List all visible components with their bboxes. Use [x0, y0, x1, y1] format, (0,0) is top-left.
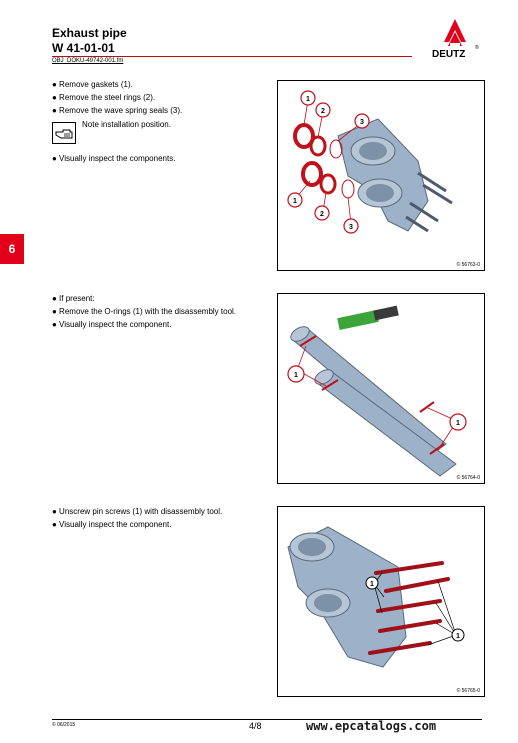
footer-date: © 06/2015 [52, 722, 76, 728]
callout-label: 1 [294, 372, 298, 379]
figure-gaskets [277, 80, 485, 271]
callout-label: 1 [456, 633, 460, 640]
section-tab[interactable]: 6 [0, 234, 24, 264]
list-item: ● Remove gaskets (1). [52, 80, 133, 89]
callout-label: 2 [320, 211, 324, 218]
document-code: W 41-01-01 [52, 41, 115, 55]
step1-after [52, 152, 175, 165]
step2-list [52, 292, 236, 331]
logo-registered: ® [475, 45, 479, 51]
note-text: Note installation position. [82, 120, 171, 129]
figure-code: © 56764-0 [456, 475, 480, 481]
figure-pin-screws [277, 506, 485, 697]
list-item: ● Remove the steel rings (2). [52, 93, 156, 102]
list-item: ● Visually inspect the component. [52, 520, 172, 529]
list-item: ● If present: [52, 294, 95, 303]
figure-orings [277, 293, 485, 484]
page-number: 4/8 [249, 721, 262, 731]
figure-code: © 56765-0 [456, 688, 480, 694]
callout-label: 3 [360, 119, 364, 126]
list-item: ● Remove the wave spring seals (3). [52, 106, 183, 115]
list-item: ● Visually inspect the components. [52, 154, 176, 163]
page-title: Exhaust pipe [52, 26, 127, 40]
callout-label: 1 [293, 198, 297, 205]
header-rule [52, 56, 412, 57]
step1-list [52, 78, 182, 117]
callout-label: 2 [321, 108, 325, 115]
callout-label: 3 [349, 224, 353, 231]
callout-label: 1 [456, 420, 460, 427]
figure-code: © 56763-0 [456, 262, 480, 268]
logo-text: DEUTZ [432, 49, 466, 60]
note-hand-icon [52, 122, 76, 144]
callout-label: 1 [370, 581, 374, 588]
list-item: ● Visually inspect the component. [52, 320, 172, 329]
deutz-logo [428, 16, 483, 62]
list-item: ● Unscrew pin screws (1) with disassembly tool. [52, 507, 223, 516]
step3-list [52, 505, 222, 531]
footer-url[interactable]: www.epcatalogs.com [306, 719, 437, 733]
callout-label: 1 [306, 96, 310, 103]
list-item: ● Remove the O-rings (1) with the disassembly tool. [52, 307, 237, 316]
doc-reference[interactable]: OBJ_DOKU-49742-001.fm [52, 58, 124, 64]
